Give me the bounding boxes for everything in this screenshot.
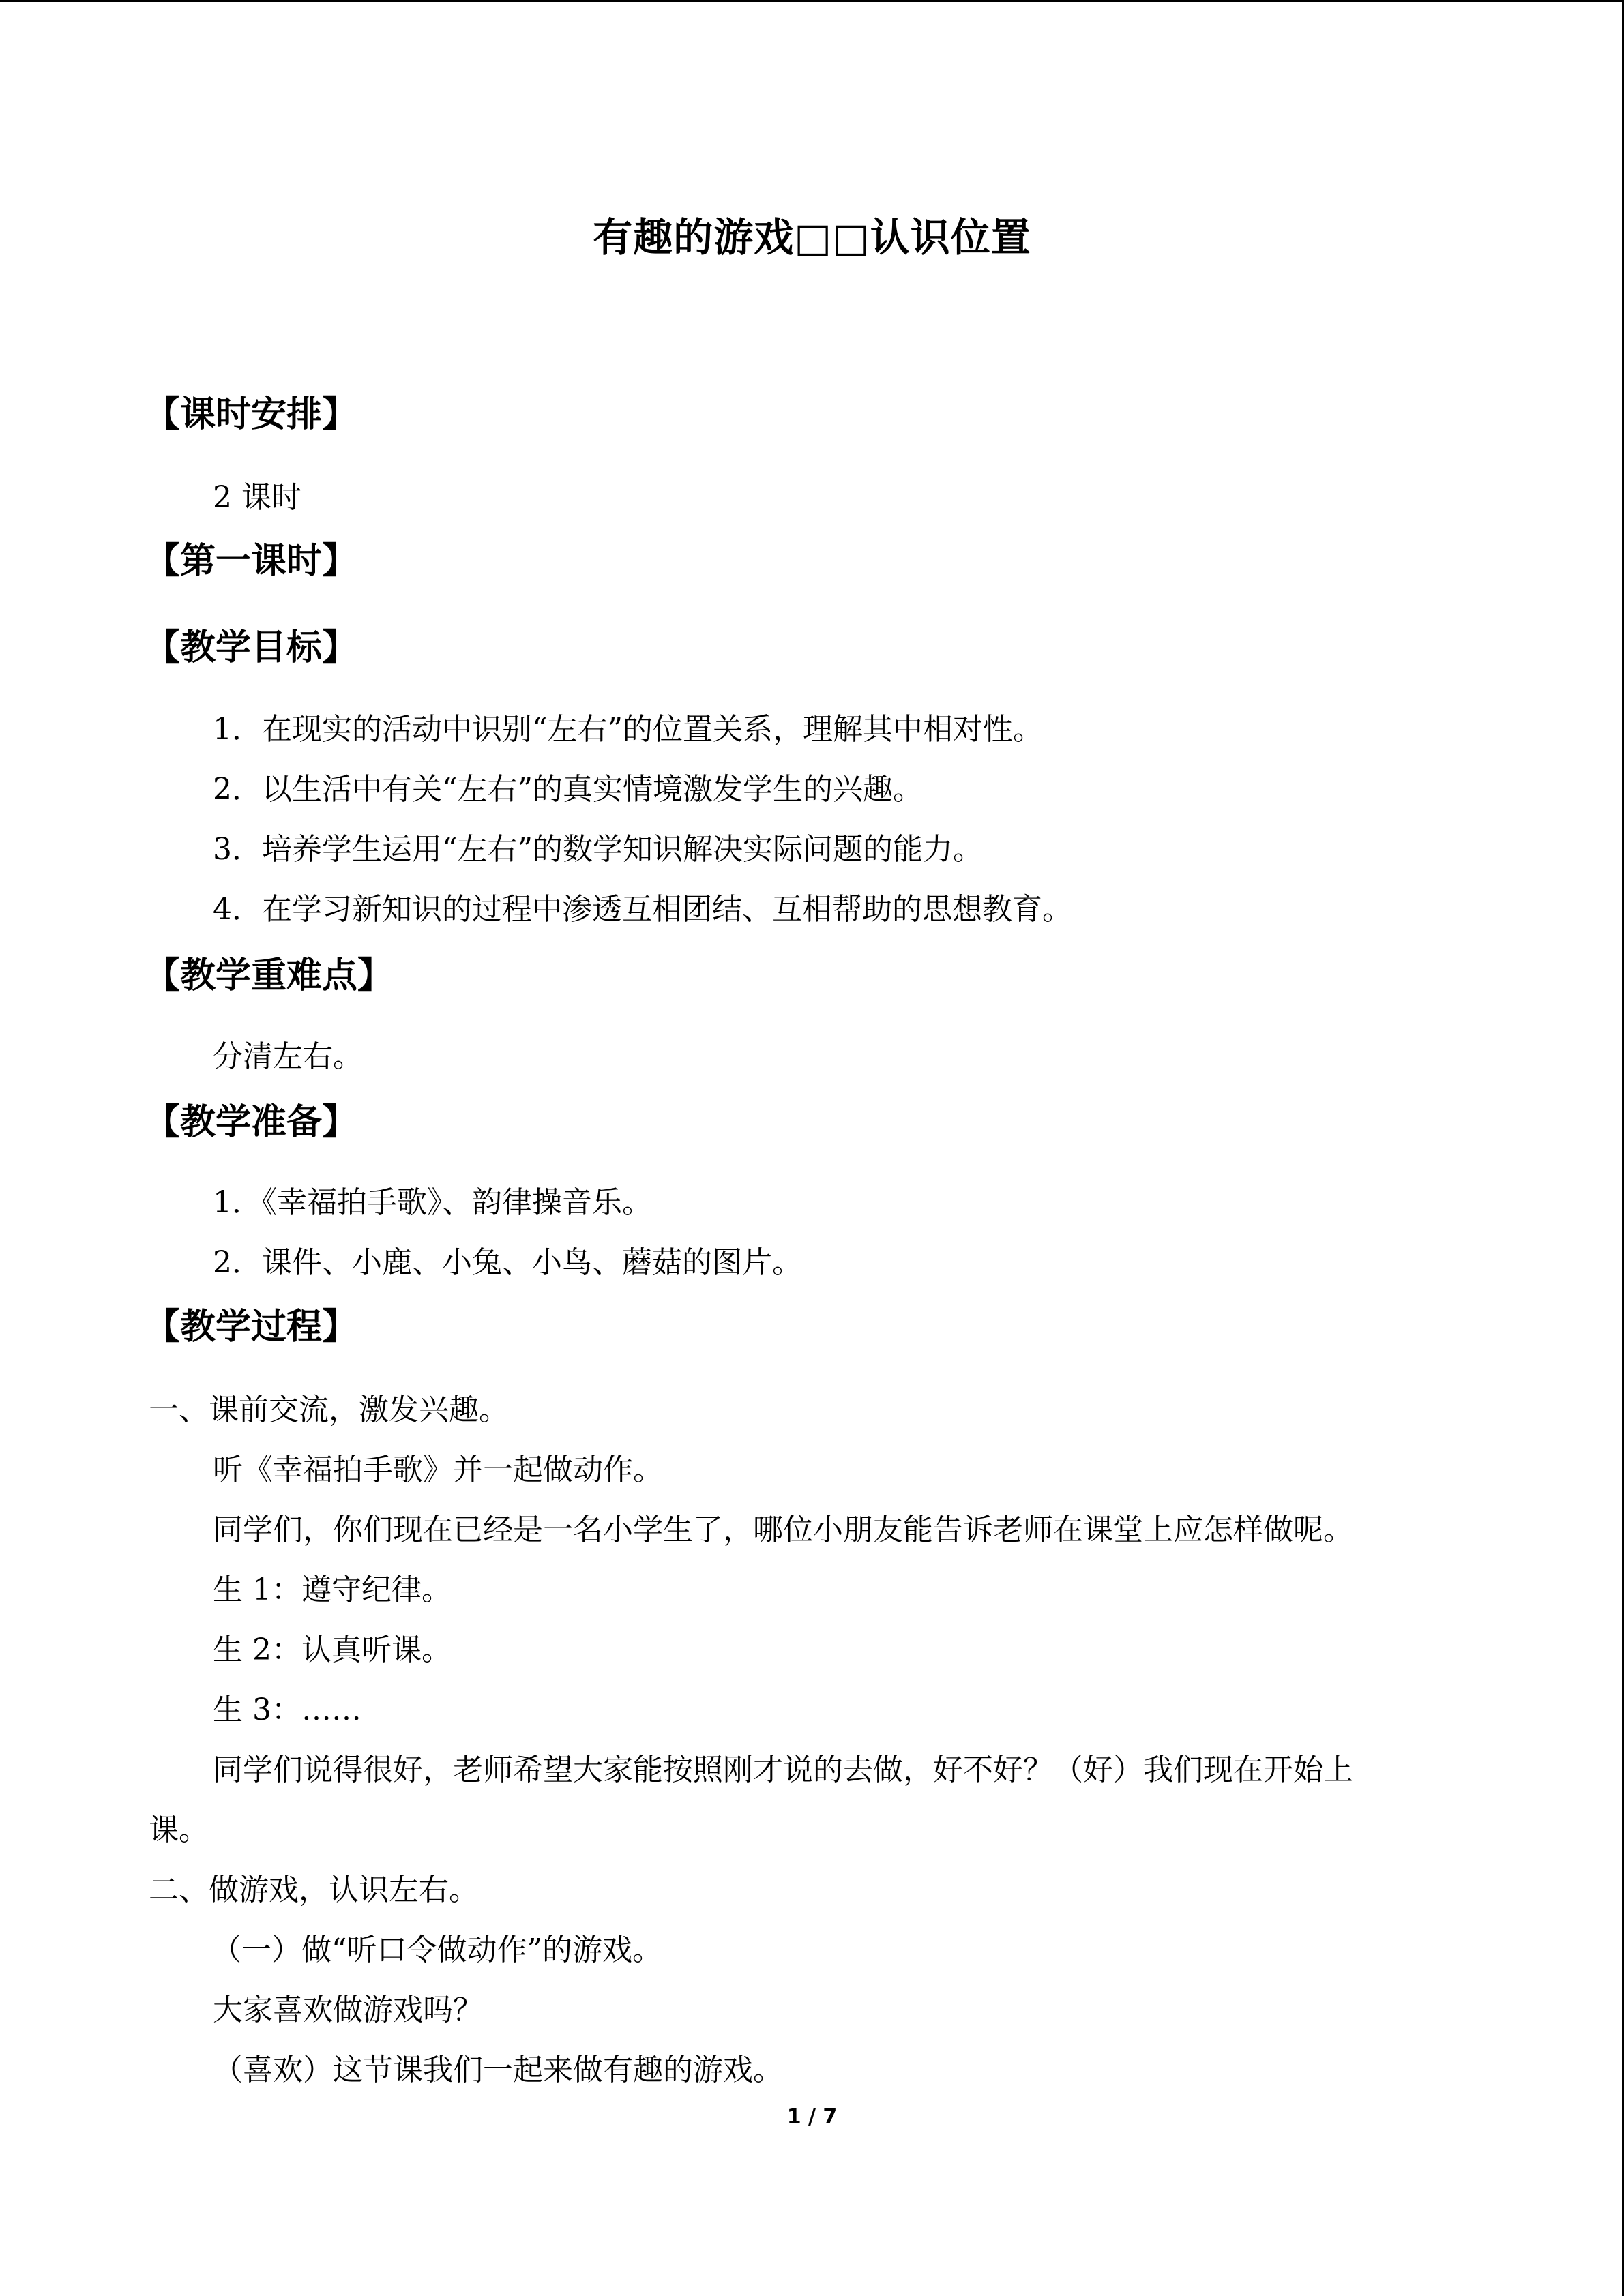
process-line-wrap: 课。 — [149, 1813, 209, 1847]
process-line: 生 3：…… — [213, 1693, 361, 1727]
preparation-item: 1．《幸福拍手歌》、韵律操音乐。 — [213, 1185, 652, 1220]
heading-process: 【教学过程】 — [145, 1306, 358, 1347]
heading-goals: 【教学目标】 — [145, 627, 358, 668]
preparation-item: 2．课件、小鹿、小兔、小鸟、蘑菇的图片。 — [213, 1245, 802, 1280]
process-line: 同学们，你们现在已经是一名小学生了，哪位小朋友能告诉老师在课堂上应怎样做呢。 — [213, 1512, 1353, 1547]
process-part1-title: 一、课前交流，激发兴趣。 — [149, 1392, 509, 1427]
key-points-text: 分清左右。 — [213, 1039, 363, 1074]
process-line: 大家喜欢做游戏吗？ — [213, 1993, 483, 2027]
process-part2-subtitle: （一）做“听口令做动作”的游戏。 — [211, 1933, 662, 1967]
goal-item: 2．以生活中有关“左右”的真实情境激发学生的兴趣。 — [213, 772, 923, 807]
heading-schedule: 【课时安排】 — [145, 393, 358, 435]
goal-item: 4．在学习新知识的过程中渗透互相团结、互相帮助的思想教育。 — [213, 892, 1072, 927]
heading-key-points: 【教学重难点】 — [145, 955, 394, 996]
process-line: （喜欢）这节课我们一起来做有趣的游戏。 — [213, 2053, 783, 2087]
process-line: 生 2：认真听课。 — [213, 1632, 452, 1667]
heading-preparation: 【教学准备】 — [145, 1101, 358, 1143]
schedule-text: 2 课时 — [213, 480, 301, 515]
document-title: 有趣的游戏□□认识位置 — [593, 214, 1031, 260]
process-line: 生 1：遵守纪律。 — [213, 1572, 452, 1607]
process-line: 听《幸福拍手歌》并一起做动作。 — [213, 1452, 663, 1487]
process-part2-title: 二、做游戏，认识左右。 — [149, 1873, 479, 1907]
page-number: 1 / 7 — [786, 2105, 838, 2129]
process-line: 同学们说得很好，老师希望大家能按照刚才说的去做，好不好？（好）我们现在开始上 — [213, 1753, 1353, 1787]
heading-first-lesson: 【第一课时】 — [145, 540, 358, 582]
goal-item: 3．培养学生运用“左右”的数学知识解决实际问题的能力。 — [213, 832, 983, 867]
goal-item: 1．在现实的活动中识别“左右”的位置关系，理解其中相对性。 — [213, 712, 1043, 747]
